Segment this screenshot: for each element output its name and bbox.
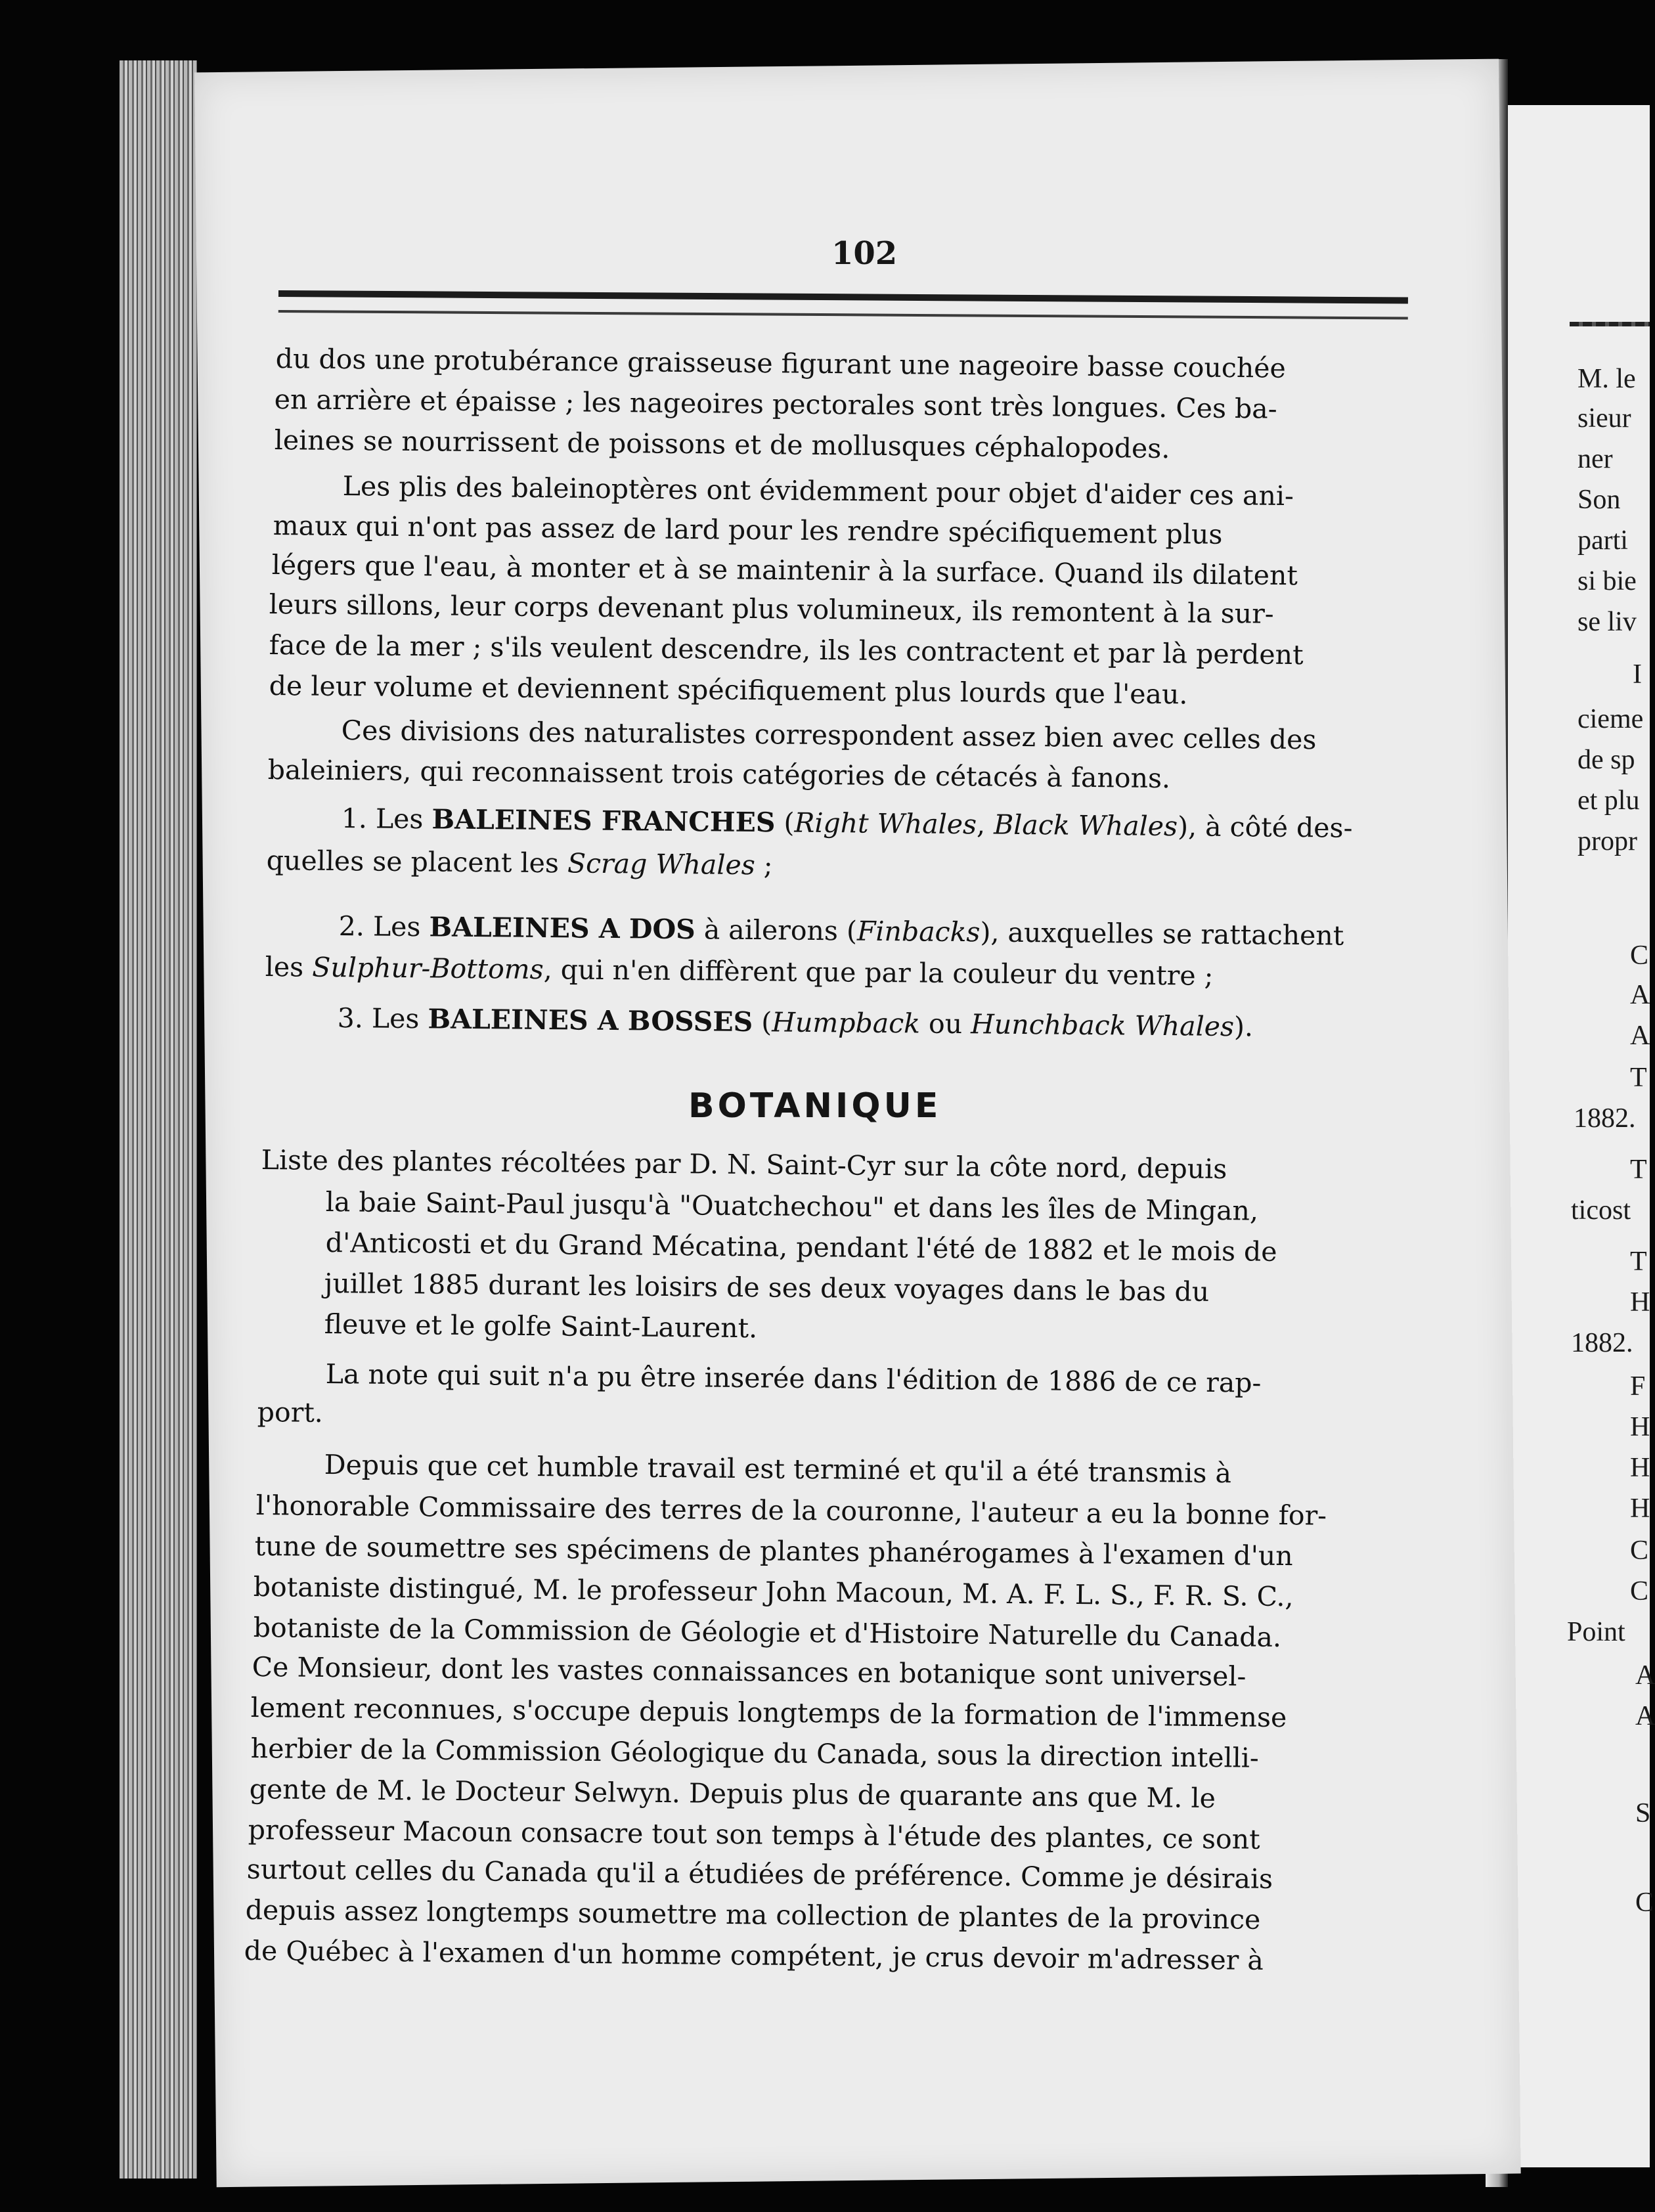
right-page-fragment: A	[1635, 1701, 1655, 1731]
list-text: quelles se placent les	[266, 845, 568, 879]
list-text: 2. Les	[338, 910, 430, 943]
text-line: Ce Monsieur, dont les vastes connaissances en botanique sont universel-	[252, 1651, 1247, 1692]
list-text: 3. Les	[337, 1002, 428, 1035]
list-text: ), auxquelles se rattachent	[980, 916, 1344, 952]
right-page-fragment: 1882.	[1574, 1103, 1636, 1134]
right-page-fragment: ner	[1578, 444, 1613, 474]
right-page-fragment: parti	[1578, 525, 1628, 556]
text-line: Depuis que cet humble travail est terminé et qu'il a été transmis à	[324, 1449, 1232, 1490]
text-line: port.	[257, 1396, 324, 1428]
text-line: leines se nourrissent de poissons et de mollusques céphalopodes.	[274, 424, 1170, 465]
right-page-fragment: si bie	[1578, 566, 1637, 596]
right-page-fragment: T	[1630, 1063, 1647, 1093]
text-line: Ces divisions des naturalistes correspondent assez bien avec celles des	[341, 715, 1317, 756]
list-italic: Black Whales	[993, 808, 1178, 843]
text-line: surtout celles du Canada qu'il a étudiées de préférence. Comme je désirais	[246, 1853, 1273, 1895]
right-page-fragment: H	[1630, 1493, 1650, 1524]
text-line: en arrière et épaisse ; les nageoires pectorales sont très longues. Ces ba-	[274, 384, 1277, 425]
right-page-fragment: C	[1630, 940, 1649, 971]
text-line: gente de M. le Docteur Selwyn. Depuis plus de quarante ans que M. le	[249, 1773, 1216, 1815]
text-line: herbier de la Commission Géologique du Canada, sous la direction intelli-	[250, 1733, 1259, 1774]
text-line: Les plis des baleinoptères ont évidemment pour objet d'aider ces ani-	[342, 470, 1294, 512]
list-text: , qui n'en diffèrent que par la couleur du ventre ;	[543, 954, 1214, 992]
right-page-fragment: T	[1630, 1155, 1647, 1185]
list-text: (	[775, 807, 795, 839]
right-page-fragment: de sp	[1578, 745, 1635, 775]
right-page-fragment: Point	[1567, 1617, 1625, 1647]
text-line: tune de soumettre ses spécimens de plantes phanérogames à l'examen d'un	[254, 1530, 1293, 1572]
right-page-fragment: sieur	[1578, 403, 1631, 433]
text-line: d'Anticosti et du Grand Mécatina, pendant l'été de 1882 et le mois de	[325, 1227, 1277, 1268]
list-text: 1. Les	[341, 803, 432, 835]
list-italic: Hunchback Whales	[970, 1008, 1235, 1043]
text-line: maux qui n'ont pas assez de lard pour les rendre spécifiquement plus	[273, 510, 1223, 550]
text-line: du dos une protubérance graisseuse figurant une nageoire basse couchée	[275, 343, 1287, 384]
right-page-fragment: C	[1635, 1888, 1654, 1918]
right-page-fragment: M. le	[1578, 364, 1636, 394]
list-text: ), à côté des-	[1177, 810, 1353, 844]
list-italic: Sulphur-Bottoms	[312, 951, 544, 986]
list-italic: Finbacks	[856, 915, 981, 948]
list-italic: Humpback	[772, 1006, 921, 1040]
list-text: ou	[919, 1007, 971, 1040]
text-line: La note qui suit n'a pu être inserée dans l'édition de 1886 de ce rap-	[325, 1358, 1262, 1399]
list-text: (	[753, 1006, 772, 1038]
text-line: Liste des plantes récoltées par D. N. Saint-Cyr sur la côte nord, depuis	[261, 1144, 1227, 1185]
list-text: à ailerons (	[695, 914, 858, 947]
right-page-fragment: C	[1630, 1536, 1649, 1566]
text-line: face de la mer ; s'ils veulent descendre, ils les contractent et par là perdent	[269, 629, 1304, 671]
right-page-header-rule	[1570, 322, 1650, 326]
text-line: de leur volume et deviennent spécifiquement plus lourds que l'eau.	[269, 670, 1188, 711]
right-page-fragment: H	[1630, 1453, 1650, 1483]
right-page-fragment: T	[1630, 1247, 1647, 1277]
list-small-caps: BALEINES A BOSSES	[428, 1003, 753, 1038]
right-page-fragment: C	[1630, 1576, 1649, 1606]
list-italic: Right Whales	[794, 807, 977, 841]
right-page-fragment: I	[1633, 659, 1642, 690]
list-item-1-line-2	[267, 847, 773, 879]
list-small-caps: BALEINES A DOS	[429, 911, 696, 946]
right-page-fragment: cieme	[1578, 704, 1644, 734]
right-page-fragment: A	[1630, 980, 1650, 1010]
right-page-fragment: ticost	[1571, 1195, 1631, 1226]
right-page-fragment: se liv	[1578, 607, 1637, 637]
right-page-fragment: et plu	[1578, 785, 1640, 816]
text-line: l'honorable Commissaire des terres de la couronne, l'auteur a eu la bonne for-	[255, 1490, 1327, 1532]
right-page-fragment: 1882.	[1571, 1328, 1633, 1358]
text-line: la baie Saint-Paul jusqu'à "Ouatchechou" et dans les îles de Mingan,	[325, 1186, 1259, 1227]
text-line: lement reconnues, s'occupe depuis longtemps de la formation de l'immense	[250, 1692, 1287, 1734]
list-small-caps: BALEINES FRANCHES	[431, 803, 776, 839]
text-line: fleuve et le golfe Saint-Laurent.	[324, 1308, 758, 1344]
text-line: juillet 1885 durant les loisirs de ses deux voyages dans le bas du	[324, 1268, 1210, 1308]
right-page-fragment: F	[1630, 1371, 1646, 1402]
list-italic: Scrag Whales	[567, 847, 756, 881]
text-line: leurs sillons, leur corps devenant plus volumineux, ils remontent à la sur-	[269, 588, 1274, 630]
page-number: 102	[831, 235, 898, 272]
text-line: professeur Macoun consacre tout son temps à l'étude des plantes, ce sont	[248, 1814, 1260, 1855]
text-line: de Québec à l'examen d'un homme compétent, je crus devoir m'adresser à	[244, 1935, 1264, 1976]
list-text: ;	[755, 849, 773, 881]
text-line: légers que l'eau, à monter et à se maintenir à la surface. Quand ils dilatent	[271, 549, 1298, 592]
text-line: depuis assez longtemps soumettre ma collection de plantes de la province	[245, 1894, 1261, 1936]
list-text: les	[265, 951, 313, 983]
text-line: baleiniers, qui reconnaissent trois catégories de cétacés à fanons.	[267, 754, 1171, 795]
text-line: botaniste distingué, M. le professeur John Macoun, M. A. F. L. S., F. R. S. C.,	[253, 1571, 1294, 1613]
right-page-fragment: H	[1630, 1287, 1650, 1317]
right-page-fragment: S	[1635, 1798, 1651, 1828]
page-edges	[120, 60, 197, 2179]
right-page-fragment: Son	[1578, 485, 1621, 515]
right-page-fragment: A	[1635, 1660, 1655, 1691]
right-page-fragment: propr	[1578, 826, 1637, 856]
list-text: ).	[1233, 1011, 1254, 1043]
list-text: ,	[976, 808, 994, 841]
section-heading: BOTANIQUE	[688, 1086, 942, 1126]
text-line: botaniste de la Commission de Géologie et d'Histoire Naturelle du Canada.	[253, 1612, 1282, 1654]
right-page-fragment: A	[1630, 1021, 1650, 1051]
right-page-fragment: H	[1630, 1412, 1650, 1442]
